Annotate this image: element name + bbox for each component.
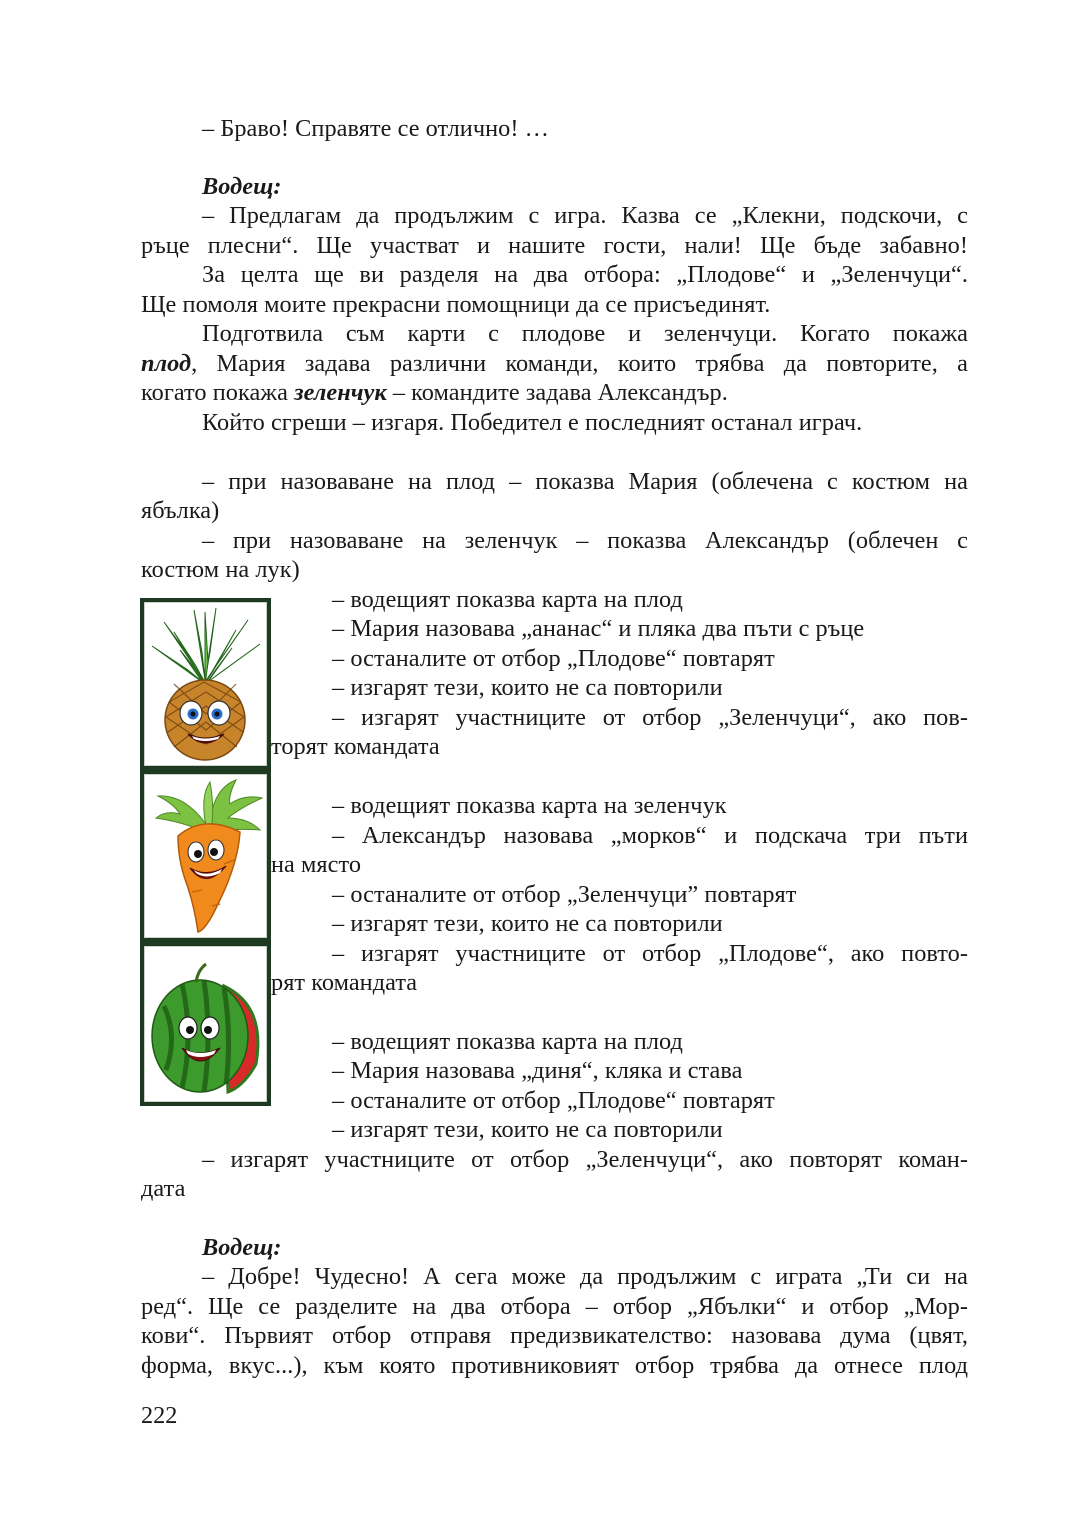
paragraph-line: форма, вкус...), към която противниковият отбор трябва да отнесе плод <box>141 1352 968 1379</box>
instruction-line: – изгарят участниците от отбор „Зеленчуци“, ако пов- <box>332 704 968 731</box>
paragraph-line: – Предлагам да продължим с игра. Казва се „Клекни, подскочи, с <box>202 202 968 229</box>
paragraph-line: ябълка) <box>141 497 220 524</box>
instruction-line: дата <box>141 1175 186 1202</box>
instruction-line: – изгарят тези, които не са повторили <box>332 674 723 701</box>
paragraph-line <box>141 378 968 408</box>
instruction-line: – водещият показва карта на плод <box>332 1028 683 1055</box>
text-run: когато покажа <box>141 379 295 406</box>
pineapple-icon <box>144 602 267 766</box>
emphasis-fruit: плод <box>141 350 192 377</box>
picture-cards-strip <box>140 598 271 1106</box>
line-bravo: – Браво! Справяте се отлично! … <box>202 115 549 142</box>
paragraph-line: – при назоваване на плод – показва Мария (облечена с костюм на <box>202 468 968 495</box>
instruction-line: на място <box>271 851 362 878</box>
paragraph-line: ръце плесни“. Ще участват и нашите гости, нали! Ще бъде забавно! <box>141 232 968 259</box>
speaker-label: Водещ: <box>202 1234 282 1261</box>
watermelon-card <box>144 946 267 1102</box>
paragraph-line: Който сгреши – изгаря. Победител е последният останал играч. <box>202 409 863 436</box>
text-run: – командите задава Александър. <box>386 379 728 406</box>
paragraph-line: кови“. Първият отбор отправя предизвикателство: назовава дума (цвят, <box>141 1322 968 1349</box>
pineapple-card <box>144 602 267 766</box>
instruction-line: – Александър назовава „морков“ и подскача три пъти <box>332 822 968 849</box>
paragraph-line: Ще помоля моите прекрасни помощници да се присъединят. <box>141 291 771 318</box>
instruction-line: – изгарят участниците от отбор „Плодове“, ако повто- <box>332 940 968 967</box>
paragraph-line: костюм на лук) <box>141 556 300 583</box>
speaker-label: Водещ: <box>202 173 282 200</box>
instruction-line: – останалите от отбор „Зеленчуци” повтарят <box>332 881 797 908</box>
instruction-line: – изгарят участниците от отбор „Зеленчуци“, ако повторят коман- <box>202 1146 968 1173</box>
text-run: , Мария задава различни команди, които трябва да повторите, а <box>191 350 968 377</box>
instruction-line: рят командата <box>271 969 418 996</box>
instruction-line: – Мария назовава „ананас“ и пляка два пъти с ръце <box>332 615 865 642</box>
instruction-line: – водещият показва карта на зеленчук <box>332 792 727 819</box>
watermelon-icon <box>144 946 267 1102</box>
paragraph-line: – при назоваване на зеленчук – показва Александър (облечен с <box>202 527 968 554</box>
emphasis-vegetable: зеленчук <box>294 379 387 406</box>
instruction-line: – останалите от отбор „Плодове“ повтарят <box>332 1087 775 1114</box>
paragraph-line: – Добре! Чудесно! А сега може да продължим с играта „Ти си на <box>202 1263 968 1290</box>
paragraph-line: Подготвила съм карти с плодове и зеленчуци. Когато покажа <box>202 320 968 347</box>
paragraph-line: За целта ще ви разделя на два отбора: „Плодове“ и „Зеленчуци“. <box>202 261 968 288</box>
instruction-line: – останалите от отбор „Плодове“ повтарят <box>332 645 775 672</box>
instruction-line: – водещият показва карта на плод <box>332 586 683 613</box>
instruction-line: торят командата <box>271 733 440 760</box>
instruction-line: – изгарят тези, които не са повторили <box>332 910 723 937</box>
instruction-line: – изгарят тези, които не са повторили <box>332 1116 723 1143</box>
instruction-line: – Мария назовава „диня“, кляка и става <box>332 1057 743 1084</box>
carrot-card <box>144 774 267 938</box>
page-number: 222 <box>141 1402 178 1429</box>
carrot-icon <box>144 774 267 938</box>
paragraph-line: ред“. Ще се разделите на два отбора – отбор „Ябълки“ и отбор „Мор- <box>141 1293 968 1320</box>
paragraph-line <box>141 349 968 379</box>
